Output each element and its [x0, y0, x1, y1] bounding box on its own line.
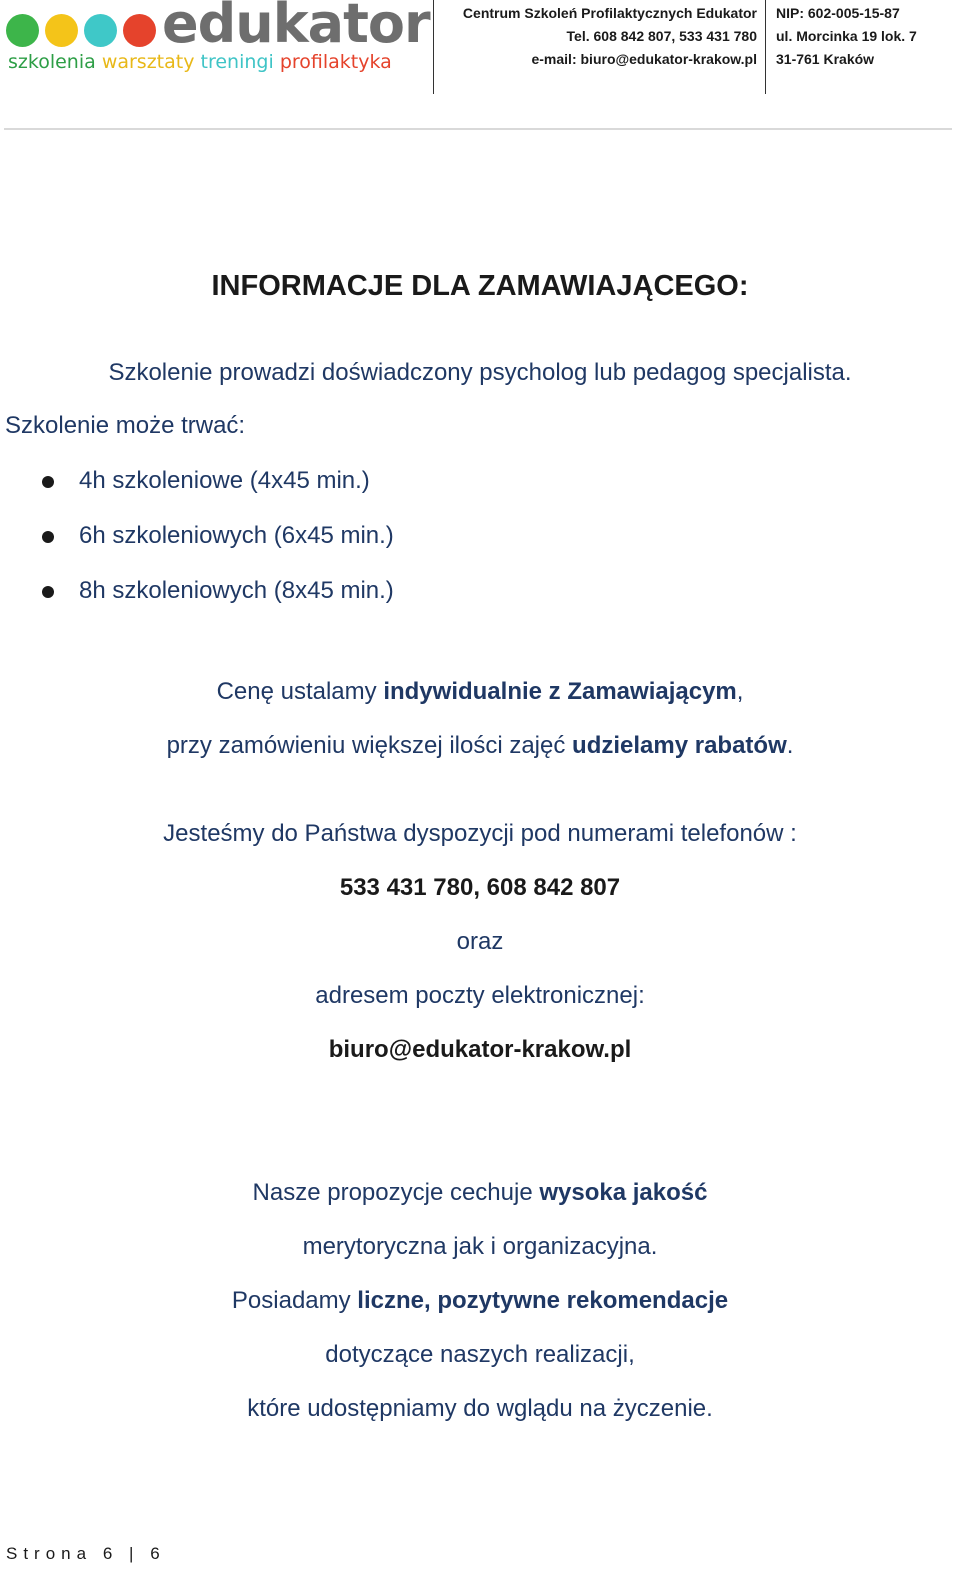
company-email: e-mail: biuro@edukator-krakow.pl: [531, 51, 757, 67]
logo-dot-yellow: [45, 14, 78, 47]
contact-email: biuro@edukator-krakow.pl: [328, 1036, 632, 1063]
logo-dot-red: [123, 14, 156, 47]
page-header: [0, 0, 960, 128]
logo-tagline: [8, 50, 392, 74]
recommendation-emphasis: liczne, pozytywne rekomendacje: [357, 1287, 729, 1314]
header-address-info: [776, 2, 917, 71]
quality-line1: [0, 1178, 960, 1208]
company-street: ul. Morcinka 19 lok. 7: [776, 28, 917, 44]
contact-intro: Jesteśmy do Państwa dyspozycji pod numerami telefonów :: [163, 820, 797, 847]
page-heading: INFORMACJE DLA ZAMAWIAJĄCEGO:: [211, 270, 749, 302]
edukator-logo: [4, 0, 428, 80]
contact-oraz: oraz: [456, 928, 504, 955]
bullet-icon: [42, 586, 54, 598]
company-name: Centrum Szkoleń Profilaktycznych Edukator: [462, 5, 757, 21]
company-phone: Tel. 608 842 807, 533 431 780: [566, 28, 757, 44]
page-label: Strona: [6, 1544, 93, 1563]
price-text-end: ,: [736, 678, 744, 705]
duration-label: Szkolenie może trwać:: [5, 412, 246, 439]
company-nip: NIP: 602-005-15-87: [776, 5, 900, 21]
quality-line3: [0, 1286, 960, 1316]
page-separator: |: [129, 1544, 140, 1563]
quality-emphasis: wysoka jakość: [539, 1179, 708, 1206]
discount-emphasis: udzielamy rabatów: [572, 732, 787, 759]
quality-line5: które udostępniamy do wglądu na życzenie.: [247, 1395, 713, 1422]
logo-dot-green: [6, 14, 39, 47]
duration-item: 6h szkoleniowych (6x45 min.): [79, 522, 394, 549]
page-number: [6, 1544, 166, 1564]
bullet-icon: [42, 476, 54, 488]
page-current: 6: [102, 1544, 119, 1563]
quality-text: Nasze propozycje cechuje: [252, 1179, 540, 1206]
price-info-line1: [0, 677, 960, 707]
duration-item: 8h szkoleniowych (8x45 min.): [79, 577, 394, 604]
tagline-word: treningi: [200, 51, 274, 73]
tagline-word: szkolenia: [8, 51, 96, 73]
logo-dot-teal: [84, 14, 117, 47]
duration-item: 4h szkoleniowe (4x45 min.): [79, 467, 370, 494]
page-total: 6: [150, 1544, 166, 1563]
tagline-word: warsztaty: [101, 51, 195, 73]
price-text: Cenę ustalamy: [216, 678, 384, 705]
recommendation-text: Posiadamy: [231, 1287, 358, 1314]
header-rule: [4, 128, 952, 130]
bullet-icon: [42, 531, 54, 543]
header-divider: [765, 0, 766, 94]
header-divider: [433, 0, 434, 94]
quality-line2: merytoryczna jak i organizacyjna.: [302, 1233, 658, 1260]
contact-email-intro: adresem poczty elektronicznej:: [315, 982, 645, 1009]
price-info-line2: [0, 731, 960, 761]
tagline-word: profilaktyka: [279, 51, 392, 73]
price-emphasis: indywidualnie z Zamawiającym: [383, 678, 737, 705]
contact-phones: 533 431 780, 608 842 807: [339, 874, 621, 901]
company-city: 31-761 Kraków: [776, 51, 875, 67]
logo-wordmark: edukator: [162, 0, 430, 55]
discount-text-end: .: [786, 732, 794, 759]
header-company-info: [447, 2, 757, 71]
discount-text: przy zamówieniu większej ilości zajęć: [166, 732, 573, 759]
quality-line4: dotyczące naszych realizacji,: [325, 1341, 635, 1368]
trainer-info: Szkolenie prowadzi doświadczony psycholog lub pedagog specjalista.: [108, 359, 852, 386]
